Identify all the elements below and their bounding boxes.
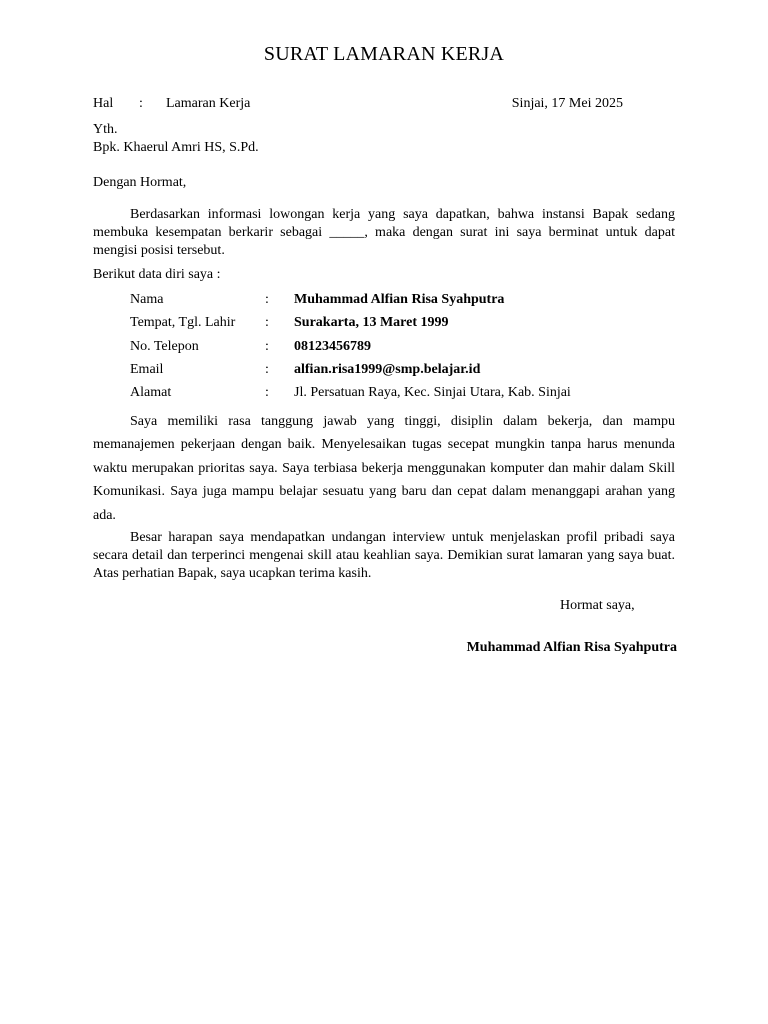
field-label: Tempat, Tgl. Lahir xyxy=(130,315,236,330)
personal-data-row-email xyxy=(0,361,768,379)
subject-label: Hal xyxy=(93,96,114,111)
letter-title: SURAT LAMARAN KERJA xyxy=(263,43,505,65)
personal-data-row-phone xyxy=(0,338,768,356)
field-colon: : xyxy=(265,385,269,400)
field-label: No. Telepon xyxy=(130,339,199,354)
field-label: Nama xyxy=(130,292,164,307)
sign-off: Hormat saya, xyxy=(560,598,635,613)
recipient-prefix: Yth. xyxy=(93,122,118,137)
subject-colon: : xyxy=(139,96,143,111)
field-colon: : xyxy=(265,339,269,354)
skills-paragraph: Saya memiliki rasa tanggung jawab yang tinggi, disiplin dalam bekerja, dan mampu memanajemen pekerjaan dengan baik. Menyelesaikan tugas secepat mungkin tanpa harus menunda waktu merupakan prioritas saya. Saya terbiasa bekerja menggunakan komputer dan mahir dalam Skill Komunikasi. Saya juga mampu belajar sesuatu yang baru dan cepat dalam menanggapi arahan yang ada. xyxy=(93,414,675,523)
field-colon: : xyxy=(265,362,269,377)
personal-data-row-address xyxy=(0,384,768,402)
intro-paragraph: Berdasarkan informasi lowongan kerja yang saya dapatkan, bahwa instansi Bapak sedang membuka kesempatan berkarir sebagai _____, maka dengan surat ini saya berminat untuk dapat mengisi posisi tersebut. xyxy=(93,207,675,258)
field-value: 08123456789 xyxy=(294,339,371,354)
field-colon: : xyxy=(265,292,269,307)
field-value: Jl. Persatuan Raya, Kec. Sinjai Utara, Kab. Sinjai xyxy=(294,385,571,400)
field-value: alfian.risa1999@smp.belajar.id xyxy=(294,362,481,377)
recipient-name: Bpk. Khaerul Amri HS, S.Pd. xyxy=(93,140,259,155)
signature-name: Muhammad Alfian Risa Syahputra xyxy=(466,640,677,655)
place-date: Sinjai, 17 Mei 2025 xyxy=(511,96,623,111)
personal-data-row-birth xyxy=(0,314,768,332)
field-colon: : xyxy=(265,315,269,330)
greeting: Dengan Hormat, xyxy=(93,175,187,190)
subject-value: Lamaran Kerja xyxy=(166,96,251,111)
personal-data-row-name xyxy=(0,291,768,309)
field-label: Email xyxy=(130,362,164,377)
data-intro: Berikut data diri saya : xyxy=(93,267,221,282)
field-value: Muhammad Alfian Risa Syahputra xyxy=(294,292,505,307)
field-label: Alamat xyxy=(130,385,172,400)
closing-paragraph: Besar harapan saya mendapatkan undangan interview untuk menjelaskan profil pribadi saya secara detail dan terperinci mengenai skill atau keahlian saya. Demikian surat lamaran yang saya buat. Atas perhatian Bapak, saya ucapkan terima kasih. xyxy=(93,530,675,581)
field-value: Surakarta, 13 Maret 1999 xyxy=(294,315,449,330)
